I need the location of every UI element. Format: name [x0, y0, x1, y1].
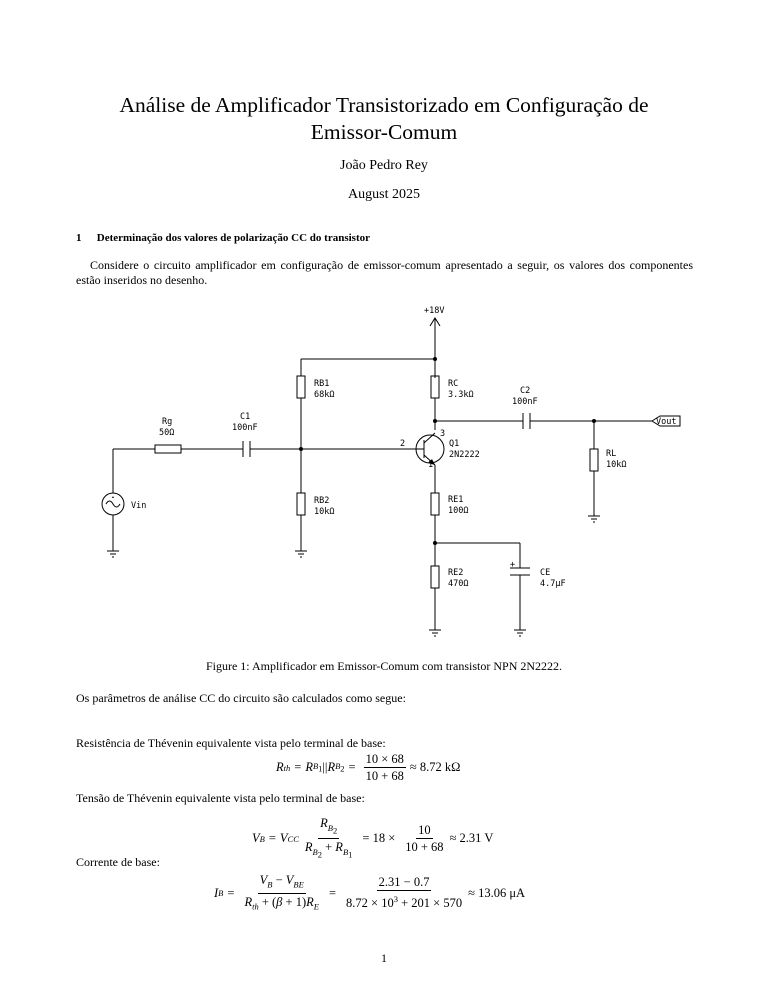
ce-polarity: + [510, 560, 516, 570]
vin-label: Vin [131, 501, 147, 511]
ib-numeric-fraction: $\frac{2.31 - 0.7}{8.72 \times 10^3 + 201 \times 570}$ [346, 875, 463, 911]
rg-name: Rg [162, 417, 173, 427]
pin-base: 2 [400, 439, 406, 449]
rc-name: RC [448, 379, 459, 389]
ce-name: CE [540, 568, 551, 578]
author: João Pedro Rey [340, 158, 428, 173]
params-text: Os parâmetros de análise CC do circuito são calculados como segue: [76, 691, 406, 705]
rb2-value: 10kΩ [314, 507, 335, 517]
equation-ib: I B = $\frac{V_B - V_{BE}}{R_{th} + (\beta + 1)R_E}$ = $\frac{2.31 - 0.7}{8.72 \times 10^3 + 201 \times 570}$ ≈ 13.06 μA [214, 873, 526, 911]
equation-vb: V B = V CC $\frac{R_{B_2}}{R_{B_2} + R_{B_1}}$ = 18 × $\frac{10}{10 + 68}$ ≈ 2.31 V [252, 816, 494, 860]
c1-name: C1 [240, 412, 251, 422]
pin-emitter: 1 [428, 460, 434, 470]
date: August 2025 [348, 187, 420, 202]
rl-value: 10kΩ [606, 460, 627, 470]
rb1-value: 68kΩ [314, 390, 335, 400]
c2-name: C2 [520, 386, 531, 396]
c1-value: 100nF [232, 423, 258, 433]
ib-result: ≈ 13.06 μA [468, 885, 526, 900]
section-title: Determinação dos valores de polarização CC do transistor [96, 232, 370, 244]
section-number: 1 [76, 232, 82, 244]
intro-paragraph: Considere o circuito amplificador em configuração de emissor-comum apresentado a seguir, os valores dos componentes estão inseridos no desenho. [76, 258, 693, 287]
rg-value: 50Ω [159, 428, 175, 438]
vb-symbolic-fraction: $\frac{R_{B_2}}{R_{B_2} + R_{B_1}}$ [304, 816, 353, 860]
page-number: 1 [381, 951, 387, 965]
re1-value: 100Ω [448, 506, 469, 516]
rc-value: 3.3kΩ [448, 390, 474, 400]
re2-name: RE2 [448, 568, 464, 578]
ce-value: 4.7μF [540, 579, 566, 589]
q1-name: Q1 [449, 439, 460, 449]
rb1-name: RB1 [314, 379, 330, 389]
vth-text: Tensão de Thévenin equivalente vista pelo terminal de base: [76, 791, 365, 805]
vout-label: Vout [656, 417, 677, 427]
vb-numeric-fraction: $\frac{10}{10 + 68}$ [405, 823, 444, 855]
pin-collector: 3 [440, 429, 446, 439]
ib-text: Corrente de base: [76, 855, 160, 869]
rth-result: ≈ 8.72 kΩ [409, 760, 461, 774]
rth-fraction: $\frac{10 \times 68}{10 + 68}$ [365, 752, 404, 783]
ib-symbolic-fraction: $\frac{V_B - V_{BE}}{R_{th} + (\beta + 1)R_E}$ [244, 873, 319, 911]
c2-value: 100nF [512, 397, 538, 407]
figure-caption: Figure 1: Amplificador em Emissor-Comum com transistor NPN 2N2222. [205, 659, 563, 673]
paper-title: Análise de Amplificador Transistorizado em Configuração de Emissor-Comum [119, 93, 649, 144]
q1-value: 2N2222 [449, 450, 480, 460]
equation-rth: R th = R $B_1$ || R $B_2$ = $\frac{10 \times 68}{10 + 68}$ ≈ 8.72 kΩ [276, 752, 461, 783]
rl-name: RL [606, 449, 617, 459]
circuit-schematic [0, 300, 768, 645]
rth-text: Resistência de Thévenin equivalente vista pelo terminal de base: [76, 736, 386, 750]
section-heading [76, 232, 370, 244]
rb2-name: RB2 [314, 496, 330, 506]
vcc-label: +18V [424, 306, 445, 316]
re1-name: RE1 [448, 495, 464, 505]
re2-value: 470Ω [448, 579, 469, 589]
vb-result: ≈ 2.31 V [449, 831, 494, 846]
